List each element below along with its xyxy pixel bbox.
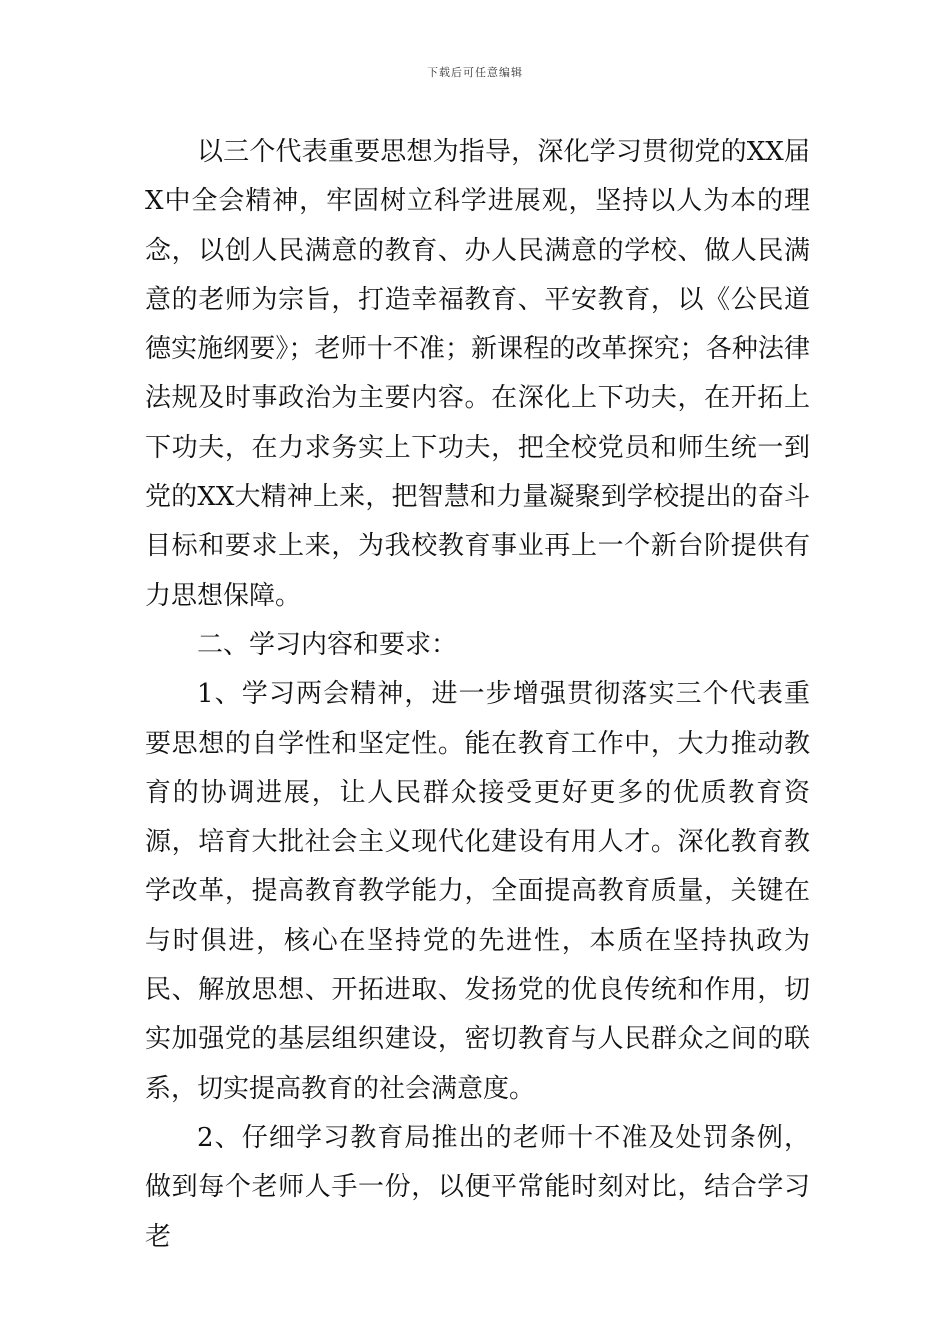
document-body	[145, 128, 810, 1262]
paragraph-item-1: 1、学习两会精神，进一步增强贯彻落实三个代表重要思想的自学性和坚定性。能在教育工作中，大力推动教育的协调进展，让人民群众接受更好更多的优质教育资源，培育大批社会主义现代化建设有用人才。深化教育教学改革，提高教育教学能力，全面提高教育质量，关键在与时俱进，核心在坚持党的先进性，本质在坚持执政为民、解放思想、开拓进取、发扬党的优良传统和作用，切实加强党的基层组织建设，密切教育与人民群众之间的联系，切实提高教育的社会满意度。	[145, 679, 810, 1104]
paragraph-guiding-principle: 以三个代表重要思想为指导，深化学习贯彻党的XX届X中全会精神，牢固树立科学进展观，坚持以人为本的理念，以创人民满意的教育、办人民满意的学校、做人民满意的老师为宗旨，打造幸福教育、平安教育，以《公民道德实施纲要》；老师十不准；新课程的改革探究；各种法律法规及时事政治为主要内容。在深化上下功夫，在开拓上下功夫，在力求务实上下功夫，把全校党员和师生统一到党的XX大精神上来，把智慧和力量凝聚到学校提出的奋斗目标和要求上来，为我校教育事业再上一个新台阶提供有力思想保障。	[145, 137, 810, 611]
paragraph-item-2: 2、仔细学习教育局推出的老师十不准及处罚条例，做到每个老师人手一份，以便平常能时刻对比，结合学习老	[145, 1122, 810, 1252]
section-heading-study-content: 二、学习内容和要求：	[197, 629, 458, 660]
page-header: 下载后可任意编辑	[427, 66, 523, 79]
